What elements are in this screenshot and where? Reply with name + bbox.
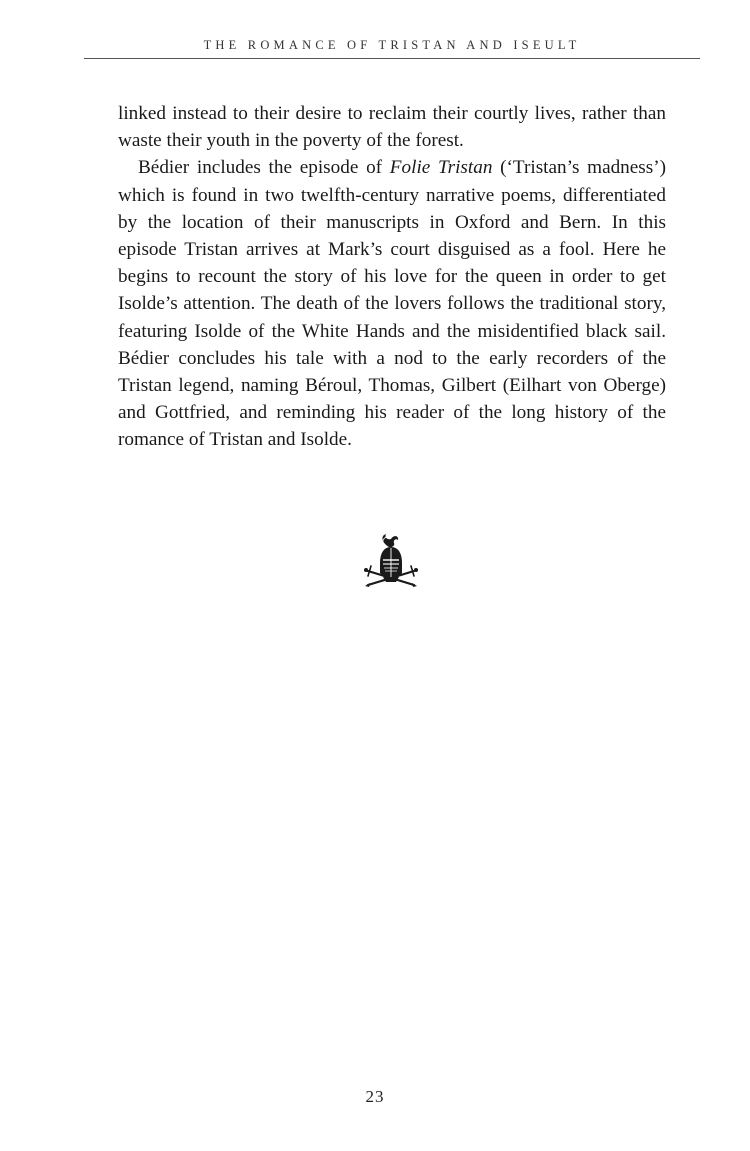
work-title-folie-tristan: Folie Tristan — [389, 157, 493, 179]
paragraph-2-lead: Bédier includes the episode of — [138, 157, 390, 179]
knight-helmet-crossed-swords-icon — [362, 533, 420, 595]
paragraph-2 — [118, 154, 666, 453]
paragraph-1: linked instead to their desire to reclaim their courtly lives, rather than waste their youth in the poverty of the forest. — [118, 103, 666, 152]
page-number: 23 — [365, 1087, 385, 1106]
running-head: THE ROMANCE OF TRISTAN AND ISEULT — [203, 38, 581, 52]
paragraph-2-rest: (‘Tristan’s madness’) which is found in two twelfth-century narrative poems, differentiated by the location of their manuscripts in Oxford and Bern. In this episode Tristan arrives at Mark’s court disguised as a fool. Here he begins to recount the story of his love for the queen in order to get Isolde’s attention. The death of the lovers follows the traditional story, featuring Isolde of the White Hands and the misidentified black sail. Bédier concludes his tale with a nod to the early recorders of the Tristan legend, naming Béroul, Thomas, Gilbert (Eilhart von Oberge) and Gottfried, and reminding his reader of the long history of the romance of Tristan and Isolde. — [118, 157, 666, 451]
body-text — [118, 100, 666, 454]
header-rule — [84, 58, 700, 59]
